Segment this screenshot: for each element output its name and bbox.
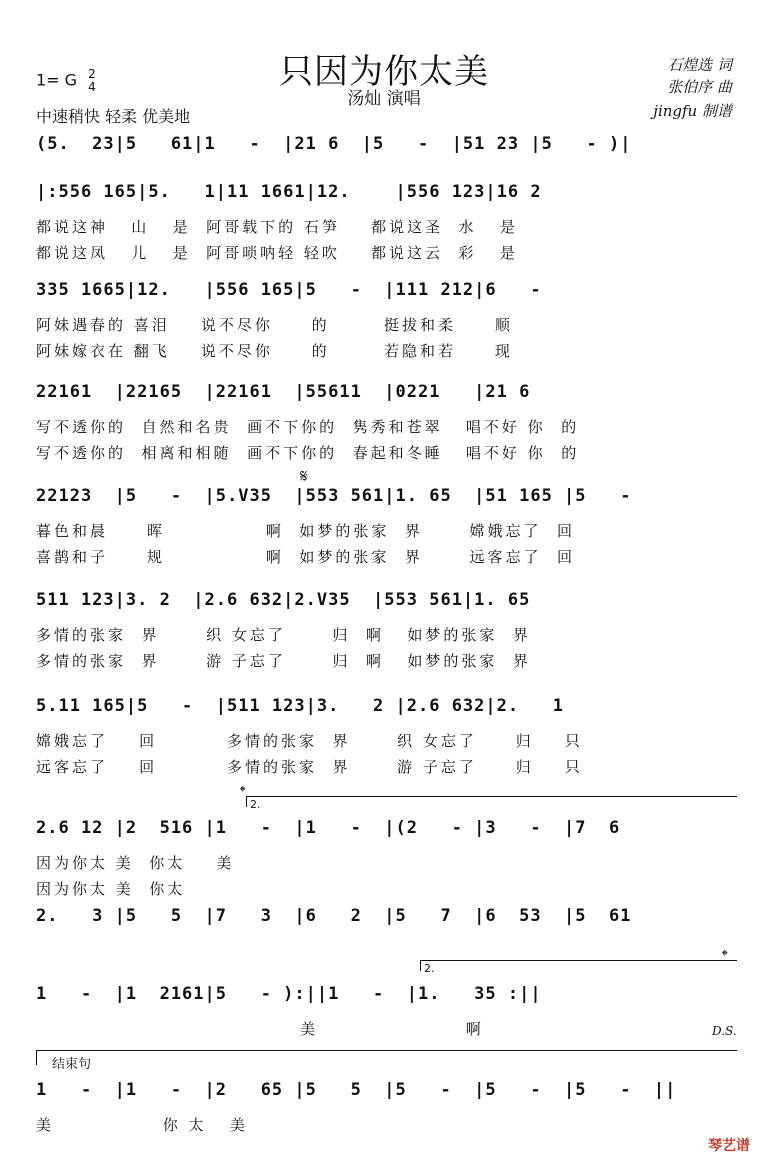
lyric-line: 美 啊 xyxy=(36,1020,484,1038)
volta-label-1: 2. xyxy=(250,798,261,811)
lyricist-credit: 石煌选 词 xyxy=(667,56,732,74)
volta-bracket-2 xyxy=(420,960,737,971)
lyric-line: 多情的张家 界 游 子忘了 归 啊 如梦的张家 界 xyxy=(36,652,531,670)
notes-line: 1 - |1 - |2 65 |5 5 |5 - |5 - |5 - || xyxy=(36,1080,677,1100)
notes-line: |:556 165|5. 1|11 1661|12. |556 123|16 2 xyxy=(36,182,565,202)
lyric-line: 多情的张家 界 织 女忘了 归 啊 如梦的张家 界 xyxy=(36,626,531,644)
lyric-line: 写不透你的 自然和名贵 画不下你的 隽秀和苍翠 唱不好 你 的 xyxy=(36,418,580,436)
lyric-line: 都说这神 山 是 阿哥载下的 石笋 都说这圣 水 是 xyxy=(36,218,518,236)
lyric-line: 阿妹嫁衣在 翻飞 说不尽你 的 若隐和若 现 xyxy=(36,342,513,360)
notes-line: 22123 |5 - |5.V35 |553 561|1. 65 |51 165 |5 - xyxy=(36,486,654,506)
lyric-line: 都说这凤 儿 是 阿哥唢呐轻 轻吹 都说这云 彩 是 xyxy=(36,244,518,262)
singer-credit: 汤灿 演唱 xyxy=(347,89,421,109)
notes-line: 2.6 12 |2 516 |1 - |1 - |(2 - |3 - |7 6 xyxy=(36,818,643,838)
lyric-line: 阿妹遇春的 喜泪 说不尽你 的 挺拔和柔 顺 xyxy=(36,316,513,334)
notes-line: (5. 23|5 61|1 - |21 6 |5 - |51 23 |5 - )| xyxy=(36,134,632,154)
volta-label-2: 2. xyxy=(424,962,435,975)
lyric-line: 嫦娥忘了 回 多情的张家 界 织 女忘了 归 只 xyxy=(36,732,583,750)
ending-box xyxy=(36,1050,737,1065)
notes-line: 335 1665|12. |556 165|5 - |111 212|6 - xyxy=(36,280,565,300)
coda-mark-2: 𝄌 xyxy=(722,946,728,965)
song-title: 只因为你太美 xyxy=(279,52,489,92)
notes-line: 5.11 165|5 - |511 123|3. 2 |2.6 632|2. 1 xyxy=(36,696,587,716)
lyric-line: 写不透你的 相离和相随 画不下你的 春起和冬睡 唱不好 你 的 xyxy=(36,444,580,462)
notes-line: 511 123|3. 2 |2.6 632|2.V35 |553 561|1. 65 xyxy=(36,590,553,610)
notes-line: 1 - |1 2161|5 - ):||1 - |1. 35 :|| xyxy=(36,984,542,1004)
transcriber-credit: jingfu 制谱 xyxy=(653,102,732,120)
time-top: 2 xyxy=(88,67,96,81)
notes-line: 2. 3 |5 5 |7 3 |6 2 |5 7 |6 53 |5 61 xyxy=(36,906,654,926)
lyric-line: 远客忘了 回 多情的张家 界 游 子忘了 归 只 xyxy=(36,758,583,776)
coda-mark-1: 𝄌 xyxy=(240,782,246,801)
tempo-marking: 中速稍快 轻柔 优美地 xyxy=(36,107,191,126)
site-logo: 琴艺谱 xyxy=(708,1138,750,1154)
composer-credit: 张伯序 曲 xyxy=(667,78,732,96)
time-bottom: 4 xyxy=(88,80,96,94)
lyric-line: 因为你太 美 你太 美 xyxy=(36,854,235,872)
notes-line: 22161 |22165 |22161 |55611 |0221 |21 6 xyxy=(36,382,565,402)
segno-mark: 𝄋 xyxy=(300,466,308,487)
key-label: 1= G xyxy=(36,70,78,90)
ds-marking: D.S. xyxy=(712,1024,737,1038)
lyric-line: 因为你太 美 你太 xyxy=(36,880,186,898)
ending-label: 结束句 xyxy=(52,1057,92,1072)
volta-bracket-1 xyxy=(246,796,737,807)
lyric-line: 暮色和晨 晖 啊 如梦的张家 界 嫦娥忘了 回 xyxy=(36,522,576,540)
key-signature xyxy=(36,68,96,94)
lyric-line: 喜鹊和子 规 啊 如梦的张家 界 远客忘了 回 xyxy=(36,548,576,566)
time-signature xyxy=(88,68,96,94)
lyric-line: 美 你 太 美 xyxy=(36,1116,248,1134)
